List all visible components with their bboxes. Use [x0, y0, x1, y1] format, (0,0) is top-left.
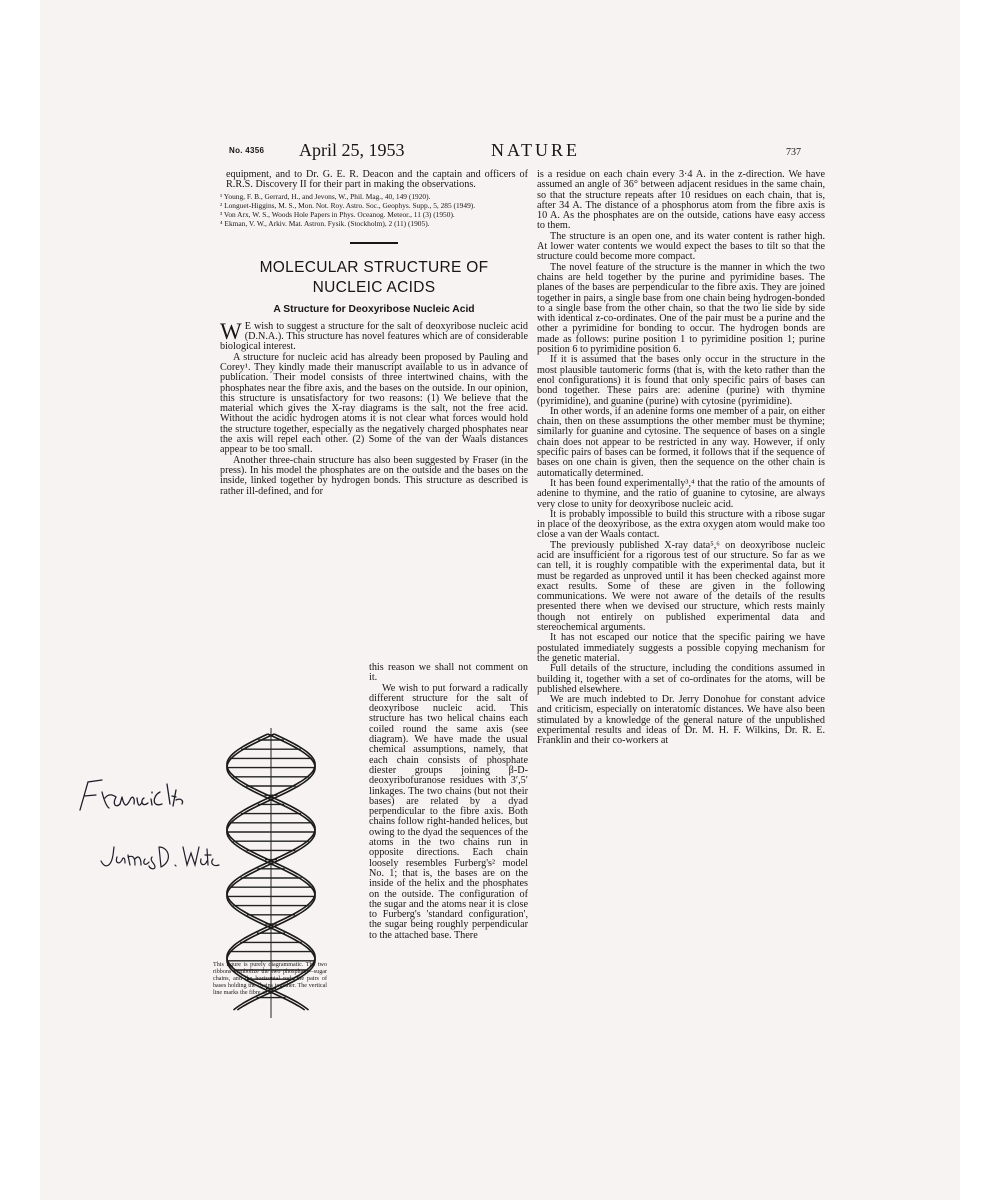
drop-cap: W — [220, 318, 242, 344]
paragraph-intro — [220, 318, 528, 353]
previous-article-references — [220, 193, 528, 229]
paragraph-ribose: It is probably impossible to build this structure with a ribose sugar in place of the deoxyribose, as the extra oxygen atom would make too close a van der Waals contact. — [537, 508, 825, 541]
reference-item: ³ Von Arx, W. S., Woods Hole Papers in Phys. Oceanog. Meteor., 11 (3) (1950). — [220, 209, 455, 219]
journal-name: NATURE — [491, 140, 580, 160]
paragraph-base-pairing: The novel feature of the structure is the manner in which the two chains are held together by the purine and pyrimidine bases. The planes of the bases are perpendicular to the fibre axis. They are joined together in pairs, a single base from one chain being hydrogen-bonded to a single base from the other chain, so that the two lie side by side with identical z-co-ordinates. One of the pair must be a purine and the other a pyrimidine for bonding to occur. The hydrogen bonds are made as follows: purine position 1 to pyrimidine position 1; purine position 6 to pyrimidine position 6. — [537, 261, 825, 356]
section-divider — [350, 242, 398, 244]
paragraph-fraser-end: this reason we shall not comment on it. — [369, 662, 528, 684]
figure-wrap-column — [369, 662, 528, 941]
paragraph-pauling: A structure for nucleic acid has already been proposed by Pauling and Corey¹. They kindly made their manuscript available to us in advance of publication. Their model consists of three intertwined chains, with the phosphates near the fibre axis, and the bases on the outside. In our opinion, this structure is unsatisfactory for two reasons: (1) We believe that the material which gives the X-ray diagrams is the salt, not the free acid. Without the acidic hydrogen atoms it is not clear what forces would hold the structure together, especially as the negatively charged phosphates near the axis will repel each other. (2) Some of the van der Waals distances appear to be too small. — [220, 351, 528, 456]
figure-caption: This figure is purely diagrammatic. The two ribbons symbolize the two phosphate—sugar chains, and the horizontal rods the pairs of bases holding the chains together. The vertical line marks the fibre axis — [213, 962, 327, 997]
paragraph-acknowledgements: We are much indebted to Dr. Jerry Donohue for constant advice and criticism, especially on interatomic distances. We have also been stimulated by a knowledge of the general nature of the unpublished experimental results and ideas of Dr. M. H. F. Wilkins, Dr. R. E. Franklin and their co-workers at — [537, 694, 825, 747]
signature-james-watson — [95, 835, 225, 880]
paragraph-full-details: Full details of the structure, including the conditions assumed in building it, together with a set of co-ordinates for the atoms, will be published elsewhere. — [537, 663, 825, 695]
paragraph-ratios: It has been found experimentally³,⁴ that the ratio of the amounts of adenine to thymine, and the ratio of guanine to cytosine, are always very close to unity for deoxyribose nucleic acid. — [537, 477, 825, 510]
paragraph-text: E wish to suggest a structure for the salt of deoxyribose nucleic acid (D.N.A.). This structure has novel features which are of considerable biological interest. — [220, 320, 528, 353]
reference-item: ¹ Young, F. B., Gerrard, H., and Jevons, W., Phil. Mag., 40, 149 (1920). — [220, 191, 431, 201]
left-column — [220, 170, 528, 497]
double-helix-figure — [213, 673, 329, 1073]
reference-item: ⁴ Ekman, V. W., Arkiv. Mat. Astron. Fysik. (Stockholm), 2 (11) (1905). — [220, 218, 430, 228]
article-subtitle: A Structure for Deoxyribose Nucleic Acid — [273, 304, 475, 316]
paragraph-copying-mechanism: It has not escaped our notice that the specific pairing we have postulated immediately suggests a possible copying mechanism for the genetic material. — [537, 632, 825, 664]
title-line-1: MOLECULAR STRUCTURE OF — [259, 259, 489, 277]
page-header — [229, 140, 849, 164]
issue-number: No. 4356 — [229, 146, 265, 155]
issue-date: April 25, 1953 — [299, 140, 405, 160]
page-number: 737 — [786, 147, 801, 158]
paper-page — [40, 0, 960, 1200]
paragraph-geometry: is a residue on each chain every 3·4 A. in the z-direction. We have assumed an angle of 36° between adjacent residues in the same chain, so that the structure repeats after 10 residues on each chain, that is, after 34 A. The distance of a phosphorus atom from the fibre axis is 10 A. As the phosphates are on the outside, cations have easy access to them. — [537, 169, 825, 232]
title-line-2: NUCLEIC ACIDS — [312, 279, 436, 297]
paragraph-fraser: Another three-chain structure has also been suggested by Fraser (in the press). In his model the phosphates are on the outside and the bases on the inside, linked together by hydrogen bonds. This structure as described is rather ill-defined, and for — [220, 454, 528, 497]
previous-article-end: equipment, and to Dr. G. E. R. Deacon and the captain and officers of R.R.S. Discovery II for their part in making the observations. — [226, 169, 528, 191]
paragraph-open-structure: The structure is an open one, and its water content is rather high. At lower water contents we would expect the bases to tilt so that the structure could become more compact. — [537, 230, 825, 263]
signature-francis-crick — [72, 770, 212, 820]
right-column — [537, 170, 825, 747]
paragraph-tautomers: If it is assumed that the bases only occur in the structure in the most plausible tautomeric forms (that is, with the keto rather than the enol configurations) it is found that only specific pairs of bases can bond together. These pairs are: adenine (purine) with thymine (pyrimidine), and guanine (purine) with cytosine (pyrimidine). — [537, 354, 825, 407]
paragraph-proposal: We wish to put forward a radically different structure for the salt of deoxyribose nucleic acid. This structure has two helical chains each coiled round the same axis (see diagram). We have made the usual chemical assumptions, namely, that each chain consists of phosphate diester groups joining β-D-deoxyribofuranose residues with 3′,5′ linkages. The two chains (but not their bases) are related by a dyad perpendicular to the fibre axis. Both chains follow right-handed helices, but owing to the dyad the sequences of the atoms in the two chains run in opposite directions. Each chain loosely resembles Furberg's² model No. 1; that is, the bases are on the inside of the helix and the phosphates on the outside. The configuration of the sugar and the atoms near it is close to Furberg's 'standard configuration', the sugar being roughly perpendicular to the attached base. There — [369, 682, 528, 941]
reference-item: ² Longuet-Higgins, M. S., Mon. Not. Roy. Astro. Soc., Geophys. Supp., 5, 285 (1949). — [220, 200, 476, 210]
article-title — [220, 258, 528, 298]
paragraph-xray-data: The previously published X-ray data⁵,⁶ on deoxyribose nucleic acid are insufficient for a rigorous test of our structure. So far as we can tell, it is roughly compatible with the experimental data, but it must be regarded as unproved until it has been checked against more exact results. Some of these are given in the following communications. We were not aware of the details of the results presented there when we devised our structure, which rests mainly though not entirely on published experimental data and stereochemical arguments. — [537, 539, 825, 634]
paragraph-sequence: In other words, if an adenine forms one member of a pair, on either chain, then on these assumptions the other member must be thymine; similarly for guanine and cytosine. The sequence of bases on a single chain does not appear to be restricted in any way. However, if only specific pairs of bases can be formed, it follows that if the sequence of bases on one chain is given, then the sequence on the other chain is automatically determined. — [537, 405, 825, 479]
